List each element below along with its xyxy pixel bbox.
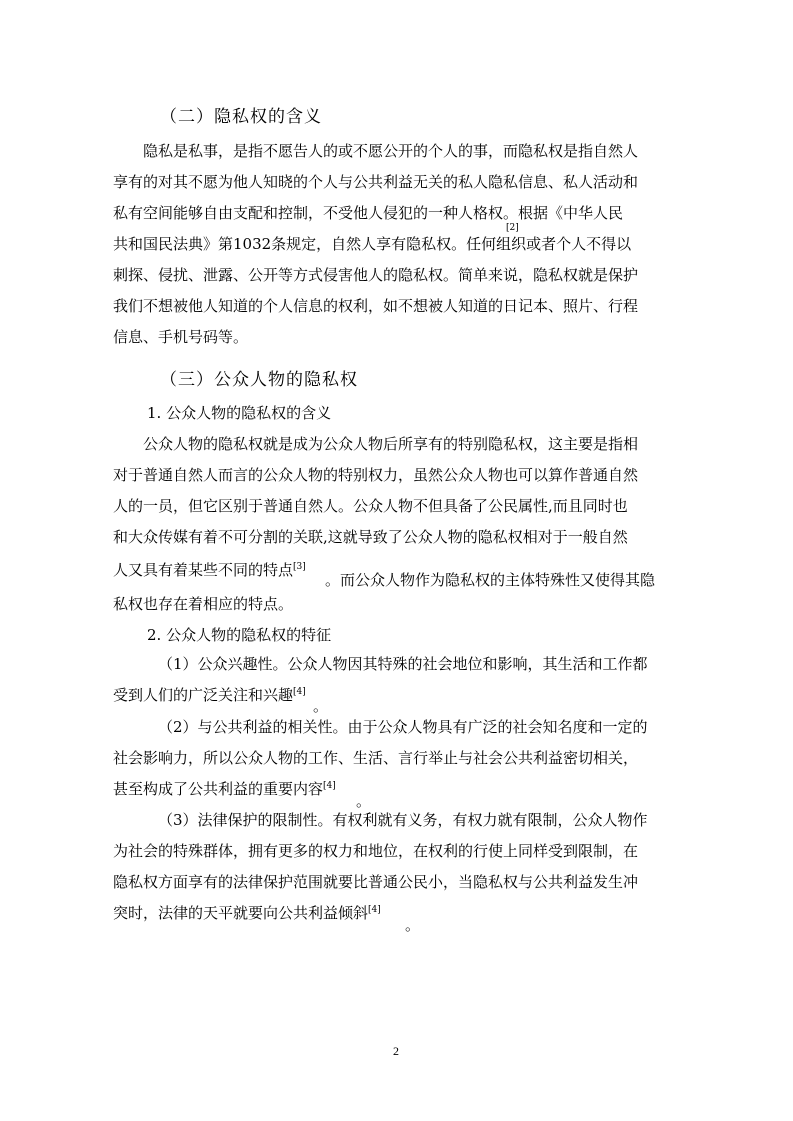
text-line: 信息、手机号码等。 <box>113 328 249 346</box>
citation-ref: [4] <box>323 781 336 791</box>
text-line: （1）公众兴趣性。公众人物因其特殊的社会地位和影响，其生活和工作都 <box>158 655 648 673</box>
section-heading-public-figure-privacy: （三）公众人物的隐私权 <box>160 370 358 390</box>
text-line <box>113 559 306 580</box>
text-line: 公众人物的隐私权就是成为公众人物后所享有的特别隐私权，这主要是指相 <box>143 435 639 453</box>
text-line <box>113 902 381 923</box>
text-line: 享有的对其不愿为他人知晓的个人与公共利益无关的私人隐私信息、私人活动和 <box>113 173 639 191</box>
text-line: 共和国民法典》第1032条规定，自然人享有隐私权。任何组织或者个人不得以 <box>113 235 632 253</box>
text-segment: 甚至构成了公共利益的重要内容 <box>113 780 324 798</box>
text-line: 刺探、侵扰、泄露、公开等方式侵害他人的隐私权。简单来说，隐私权就是保护 <box>113 266 639 284</box>
text-line: 隐私是私事，是指不愿告人的或不愿公开的个人的事，而隐私权是指自然人 <box>143 142 639 160</box>
period-mark: 。 <box>313 697 329 715</box>
citation-ref: [4] <box>368 905 381 915</box>
text-line: （3）法律保护的限制性。有权利就有义务，有权力就有限制，公众人物作 <box>158 811 648 829</box>
text-line: 隐私权方面享有的法律保护范围就要比普通公民小，当隐私权与公共利益发生冲 <box>113 873 639 891</box>
text-segment: 人又具有着某些不同的特点 <box>113 561 294 579</box>
citation-ref: [2] <box>506 223 519 233</box>
citation-ref: [3] <box>293 562 306 572</box>
text-line: 为社会的特殊群体，拥有更多的权力和地位，在权利的行使上同样受到限制，在 <box>113 842 639 860</box>
text-line: 私有空间能够自由支配和控制，不受他人侵犯的一种人格权。根据《中华人民 <box>113 204 624 222</box>
text-line: 私权也存在着相应的特点。 <box>113 595 294 613</box>
subsection-title-features: 2. 公众人物的隐私权的特征 <box>147 626 332 644</box>
subsection-title-meaning: 1. 公众人物的隐私权的含义 <box>147 404 332 422</box>
section-heading-privacy-meaning: （二）隐私权的含义 <box>160 107 322 127</box>
page-number: 2 <box>393 1044 399 1058</box>
citation-ref: [4] <box>293 687 306 697</box>
text-segment: 突时，法律的天平就要向公共利益倾斜 <box>113 904 369 922</box>
text-segment: 受到人们的广泛关注和兴趣 <box>113 686 294 704</box>
period-mark: 。 <box>356 792 372 810</box>
text-line: 。而公众人物作为隐私权的主体特殊性又使得其隐 <box>325 571 656 589</box>
period-mark: 。 <box>405 916 421 934</box>
text-line <box>113 684 306 705</box>
text-line <box>113 778 336 799</box>
text-line: 对于普通自然人而言的公众人物的特别权力，虽然公众人物也可以算作普通自然 <box>113 466 639 484</box>
text-line: 人的一员，但它区别于普通自然人。公众人物不但具备了公民属性,而且同时也 <box>113 497 628 515</box>
text-line: 我们不想被他人知道的个人信息的权利，如不想被人知道的日记本、照片、行程 <box>113 297 639 315</box>
text-line: 和大众传媒有着不可分割的关联,这就导致了公众人物的隐私权相对于一般自然 <box>113 528 628 546</box>
text-line: 社会影响力，所以公众人物的工作、生活、言行举止与社会公共利益密切相关， <box>113 749 639 767</box>
text-line: （2）与公共利益的相关性。由于公众人物具有广泛的社会知名度和一定的 <box>158 718 648 736</box>
